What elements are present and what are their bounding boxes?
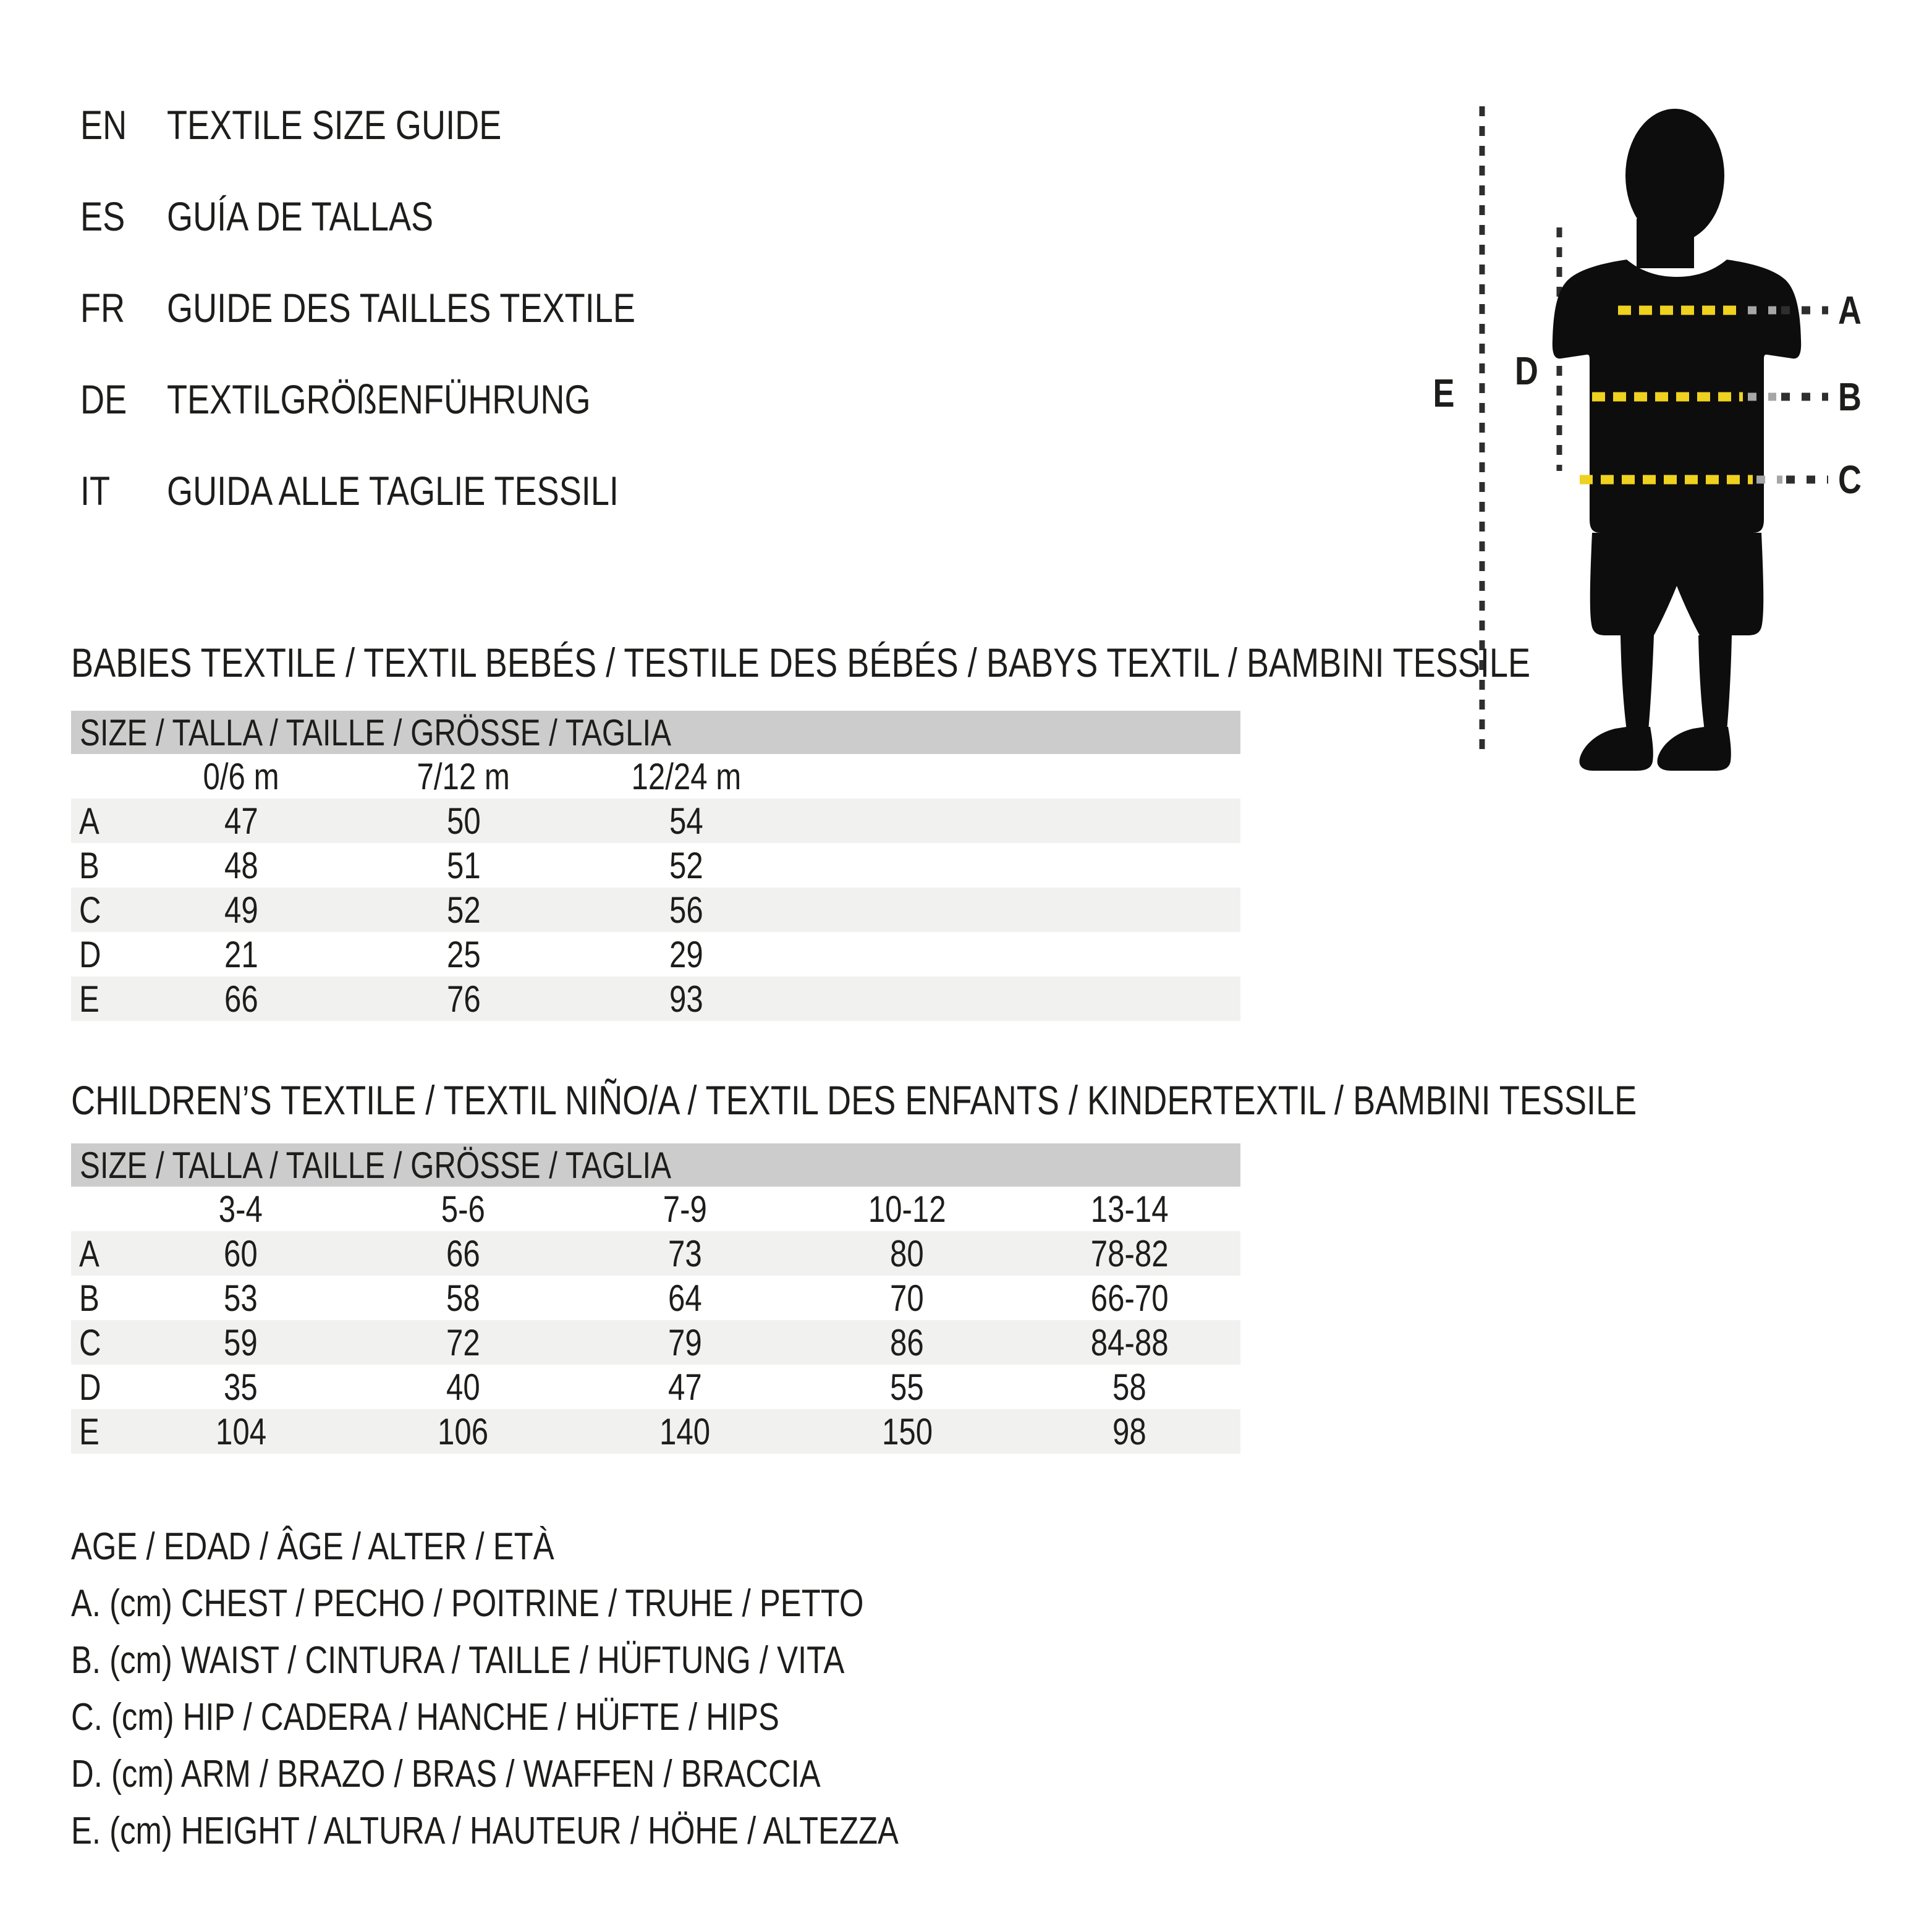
row-label-text: D [79, 1366, 101, 1408]
row-label-text: C [79, 1321, 101, 1363]
lang-title-en-text: TEXTILE SIZE GUIDE [167, 102, 502, 148]
cell-text: 40 [446, 1366, 480, 1408]
row-label [71, 1410, 130, 1453]
row-label [71, 1366, 130, 1409]
row-label-text: E [79, 978, 100, 1020]
row-label-text: A [79, 1232, 100, 1274]
lang-title-fr [167, 284, 738, 331]
lang-title-de-text: TEXTILGRÖßENFÜHRUNG [167, 376, 591, 422]
cell-text: 58 [446, 1277, 480, 1319]
lang-row-fr [80, 262, 738, 354]
lang-title-de [167, 376, 684, 423]
cell-text: 78-82 [1090, 1232, 1169, 1274]
table-row [71, 1276, 1240, 1320]
row-label [71, 1321, 130, 1364]
lang-title-es-text: GUÍA DE TALLAS [167, 193, 434, 239]
cell-text: 59 [224, 1321, 258, 1363]
column-header-text: 7-9 [663, 1188, 707, 1230]
children-section-title [71, 1078, 1932, 1122]
table-row [71, 932, 1240, 977]
table-cell [352, 978, 575, 1020]
cell-text: 48 [224, 844, 258, 886]
cell-text: 66 [446, 1232, 480, 1274]
cell-text: 104 [215, 1410, 266, 1452]
table-cell [575, 978, 797, 1020]
lang-title-it [167, 467, 718, 514]
cell-text: 50 [446, 800, 481, 842]
column-header [352, 1188, 574, 1231]
table-cell [1019, 1410, 1240, 1453]
table-cell [575, 800, 797, 842]
lang-row-es [80, 171, 738, 262]
column-header-text: 13-14 [1090, 1188, 1169, 1230]
babies-column-header-row [71, 754, 1240, 799]
cell-text: 35 [224, 1366, 258, 1408]
lang-code-it-text: IT [80, 468, 111, 514]
row-label [71, 800, 130, 842]
table-row [71, 1231, 1240, 1276]
table-row [71, 888, 1240, 932]
children-table-header-text: SIZE / TALLA / TAILLE / GRÖSSE / TAGLIA [80, 1144, 672, 1186]
table-cell [575, 933, 797, 976]
table-cell [574, 1410, 796, 1453]
table-cell [796, 1410, 1018, 1453]
cell-text: 47 [224, 800, 258, 842]
lang-row-de [80, 354, 738, 445]
lang-code-fr-text: FR [80, 285, 125, 331]
table-cell [796, 1366, 1018, 1409]
table-cell [352, 933, 575, 976]
babies-table-header-bar [71, 711, 1240, 754]
table-cell [1019, 1366, 1240, 1409]
cell-text: 76 [446, 978, 481, 1020]
cell-text: 98 [1112, 1410, 1146, 1452]
row-label-text: B [79, 1277, 100, 1319]
table-cell [1019, 1232, 1240, 1275]
column-header [352, 755, 575, 798]
column-header [1019, 1188, 1240, 1231]
table-cell [1019, 1277, 1240, 1320]
legend-line-waist-text: B. (cm) WAIST / CINTURA / TAILLE / HÜFTUNG / VITA [71, 1639, 845, 1682]
row-label-text: C [79, 889, 101, 931]
column-header [796, 1188, 1018, 1231]
cell-text: 140 [659, 1410, 711, 1452]
table-cell [352, 1366, 574, 1409]
legend-line-arm [71, 1749, 1080, 1800]
table-row [71, 1409, 1240, 1454]
legend-line-waist [71, 1635, 1080, 1686]
table-cell [130, 889, 352, 931]
babies-section-title [71, 640, 1850, 685]
column-header-text: 7/12 m [417, 755, 511, 797]
column-header-text: 3-4 [219, 1188, 263, 1230]
babies-size-table [71, 711, 1240, 1021]
table-cell [574, 1232, 796, 1275]
legend-line-hip-text: C. (cm) HIP / CADERA / HANCHE / HÜFTE / HIPS [71, 1696, 779, 1739]
row-label-text: E [79, 1410, 100, 1452]
cell-text: 79 [668, 1321, 702, 1363]
cell-text: 64 [668, 1277, 702, 1319]
column-header-text: 12/24 m [631, 755, 741, 797]
legend-line-age [71, 1522, 1080, 1572]
cell-text: 29 [669, 933, 703, 975]
cell-text: 47 [668, 1366, 702, 1408]
legend-line-age-text: AGE / EDAD / ÂGE / ALTER / ETÀ [71, 1525, 554, 1568]
table-cell [352, 844, 575, 887]
column-header [130, 755, 352, 798]
children-table-header-bar [71, 1143, 1240, 1187]
cell-text: 73 [668, 1232, 702, 1274]
table-cell [796, 1321, 1018, 1364]
hip-label: C [1838, 458, 1862, 502]
lang-code-de-text: DE [80, 376, 127, 422]
lang-title-fr-text: GUIDE DES TAILLES TEXTILE [167, 285, 635, 331]
cell-text: 55 [890, 1366, 925, 1408]
cell-text: 150 [881, 1410, 933, 1452]
lang-code-en [80, 101, 167, 148]
table-cell [574, 1277, 796, 1320]
measurement-legend [71, 1522, 1080, 1857]
lang-code-es [80, 193, 167, 240]
column-header-text: 0/6 m [203, 755, 279, 797]
cell-text: 54 [669, 800, 703, 842]
arm-label: D [1515, 349, 1538, 394]
cell-text: 84-88 [1090, 1321, 1169, 1363]
lang-row-it [80, 445, 738, 536]
waist-label: B [1838, 375, 1862, 420]
babies-table-header-text: SIZE / TALLA / TAILLE / GRÖSSE / TAGLIA [80, 711, 672, 753]
cell-text: 49 [224, 889, 258, 931]
table-cell [130, 933, 352, 976]
table-cell [352, 1277, 574, 1320]
cell-text: 66-70 [1090, 1277, 1169, 1319]
row-label [71, 978, 130, 1020]
cell-text: 70 [890, 1277, 925, 1319]
column-header-text: 5-6 [441, 1188, 485, 1230]
lang-code-fr [80, 284, 167, 331]
lang-code-es-text: ES [80, 193, 125, 239]
cell-text: 53 [224, 1277, 258, 1319]
cell-text: 58 [1112, 1366, 1146, 1408]
table-cell [130, 1321, 352, 1364]
row-label [71, 889, 130, 931]
legend-line-chest-text: A. (cm) CHEST / PECHO / POITRINE / TRUHE / PETTO [71, 1582, 864, 1625]
height-label: E [1433, 371, 1455, 416]
table-cell [796, 1232, 1018, 1275]
column-header [575, 755, 797, 798]
table-cell [130, 844, 352, 887]
table-row [71, 977, 1240, 1021]
cell-text: 72 [446, 1321, 480, 1363]
table-cell [574, 1366, 796, 1409]
cell-text: 106 [437, 1410, 489, 1452]
table-cell [352, 1321, 574, 1364]
legend-line-arm-text: D. (cm) ARM / BRAZO / BRAS / WAFFEN / BRACCIA [71, 1753, 821, 1795]
column-header-text: 10-12 [868, 1188, 946, 1230]
children-section-title-text: CHILDREN’S TEXTILE / TEXTIL NIÑO/A / TEXTIL DES ENFANTS / KINDERTEXTIL / BAMBINI TESSILE [71, 1077, 1637, 1123]
table-cell [130, 978, 352, 1020]
legend-line-height-text: E. (cm) HEIGHT / ALTURA / HAUTEUR / HÖHE / ALTEZZA [71, 1810, 899, 1852]
cell-text: 66 [224, 978, 258, 1020]
table-row [71, 1365, 1240, 1409]
table-cell [352, 1410, 574, 1453]
column-header [574, 1188, 796, 1231]
table-cell [130, 1232, 352, 1275]
row-label [71, 1277, 130, 1320]
cell-text: 60 [224, 1232, 258, 1274]
children-column-header-row [71, 1187, 1240, 1231]
legend-line-hip [71, 1692, 1080, 1743]
row-label-text: A [79, 800, 100, 842]
table-cell [575, 889, 797, 931]
table-cell [796, 1277, 1018, 1320]
cell-text: 93 [669, 978, 703, 1020]
table-row [71, 1320, 1240, 1365]
legend-line-height [71, 1806, 1080, 1857]
cell-text: 52 [669, 844, 703, 886]
column-header [130, 1188, 352, 1231]
chest-label: A [1838, 289, 1862, 333]
children-size-table [71, 1143, 1240, 1454]
lang-code-en-text: EN [80, 102, 127, 148]
cell-text: 52 [446, 889, 481, 931]
lang-title-it-text: GUIDA ALLE TAGLIE TESSILI [167, 468, 619, 514]
row-label-text: B [79, 844, 100, 886]
table-cell [130, 800, 352, 842]
table-cell [1019, 1321, 1240, 1364]
cell-text: 86 [890, 1321, 925, 1363]
lang-code-de [80, 376, 167, 423]
table-row [71, 843, 1240, 888]
language-title-list [80, 79, 738, 536]
row-label [71, 844, 130, 887]
lang-title-en [167, 101, 575, 148]
table-cell [130, 1366, 352, 1409]
table-cell [130, 1410, 352, 1453]
table-cell [574, 1321, 796, 1364]
table-cell [352, 889, 575, 931]
cell-text: 56 [669, 889, 703, 931]
row-label [71, 933, 130, 976]
table-row [71, 799, 1240, 843]
table-cell [352, 1232, 574, 1275]
cell-text: 80 [890, 1232, 925, 1274]
table-cell [352, 800, 575, 842]
legend-line-chest [71, 1578, 1080, 1629]
lang-code-it [80, 467, 167, 514]
row-label-text: D [79, 933, 101, 975]
table-cell [130, 1277, 352, 1320]
cell-text: 21 [224, 933, 258, 975]
table-cell [575, 844, 797, 887]
babies-section-title-text: BABIES TEXTILE / TEXTIL BEBÉS / TESTILE DES BÉBÉS / BABYS TEXTIL / BAMBINI TESSILE [71, 640, 1531, 685]
cell-text: 51 [446, 844, 481, 886]
cell-text: 25 [446, 933, 481, 975]
lang-title-es [167, 193, 492, 240]
lang-row-en [80, 79, 738, 171]
row-label [71, 1232, 130, 1275]
